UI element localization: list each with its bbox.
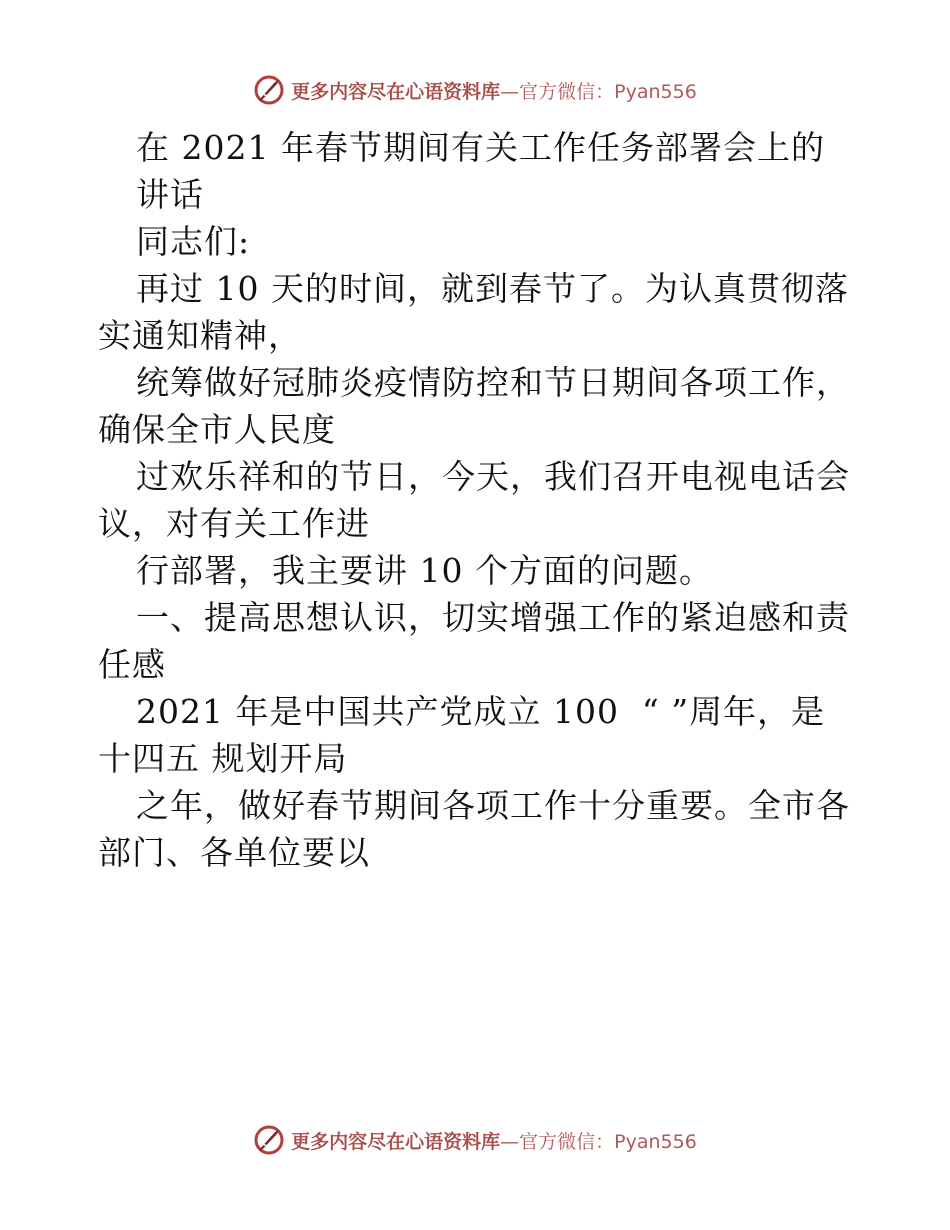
doc-line: 之年，做好春节期间各项工作十分重要。全市各 bbox=[136, 786, 850, 825]
document-body bbox=[98, 124, 858, 876]
doc-line: 在 2021 年春节期间有关工作任务部署会上的 bbox=[136, 128, 825, 167]
doc-line: 2021 年是中国共产党成立 100 “ ”周年，是 bbox=[136, 692, 826, 731]
doc-line: 讲话 bbox=[136, 175, 204, 214]
doc-line: 同志们: bbox=[136, 222, 251, 261]
quill-logo-icon bbox=[253, 74, 285, 106]
footer-banner bbox=[253, 1124, 697, 1156]
footer-wechat-text: 官方微信：Pyan556 bbox=[519, 1130, 697, 1153]
doc-line: 一、提高思想认识，切实增强工作的紧迫感和责 bbox=[136, 598, 850, 637]
page-footer bbox=[0, 1120, 950, 1160]
header-banner-text bbox=[291, 77, 697, 104]
page-header bbox=[0, 70, 950, 110]
doc-line: 行部署，我主要讲 10 个方面的问题。 bbox=[136, 551, 713, 590]
doc-line: 议，对有关工作进 bbox=[98, 504, 370, 543]
doc-line: 过欢乐祥和的节日，今天，我们召开电视电话会 bbox=[136, 457, 850, 496]
header-wechat-text: 官方微信：Pyan556 bbox=[519, 80, 697, 103]
footer-banner-text bbox=[291, 1127, 697, 1154]
footer-site-text: 更多内容尽在心语资料库 bbox=[291, 1130, 501, 1153]
doc-line: 确保全市人民度 bbox=[98, 410, 336, 449]
doc-line: 再过 10 天的时间，就到春节了。为认真贯彻落 bbox=[136, 269, 849, 308]
header-site-text: 更多内容尽在心语资料库 bbox=[291, 80, 501, 103]
footer-dash: — bbox=[500, 1130, 520, 1153]
header-banner bbox=[253, 74, 697, 106]
doc-line: 十四五 规划开局 bbox=[98, 739, 348, 778]
doc-line: 统筹做好冠肺炎疫情防控和节日期间各项工作， bbox=[136, 363, 850, 402]
doc-line: 任感 bbox=[98, 645, 166, 684]
doc-line: 部门、各单位要以 bbox=[98, 833, 370, 872]
quill-logo-icon bbox=[253, 1124, 285, 1156]
doc-line: 实通知精神， bbox=[98, 316, 302, 355]
header-dash: — bbox=[500, 80, 520, 103]
